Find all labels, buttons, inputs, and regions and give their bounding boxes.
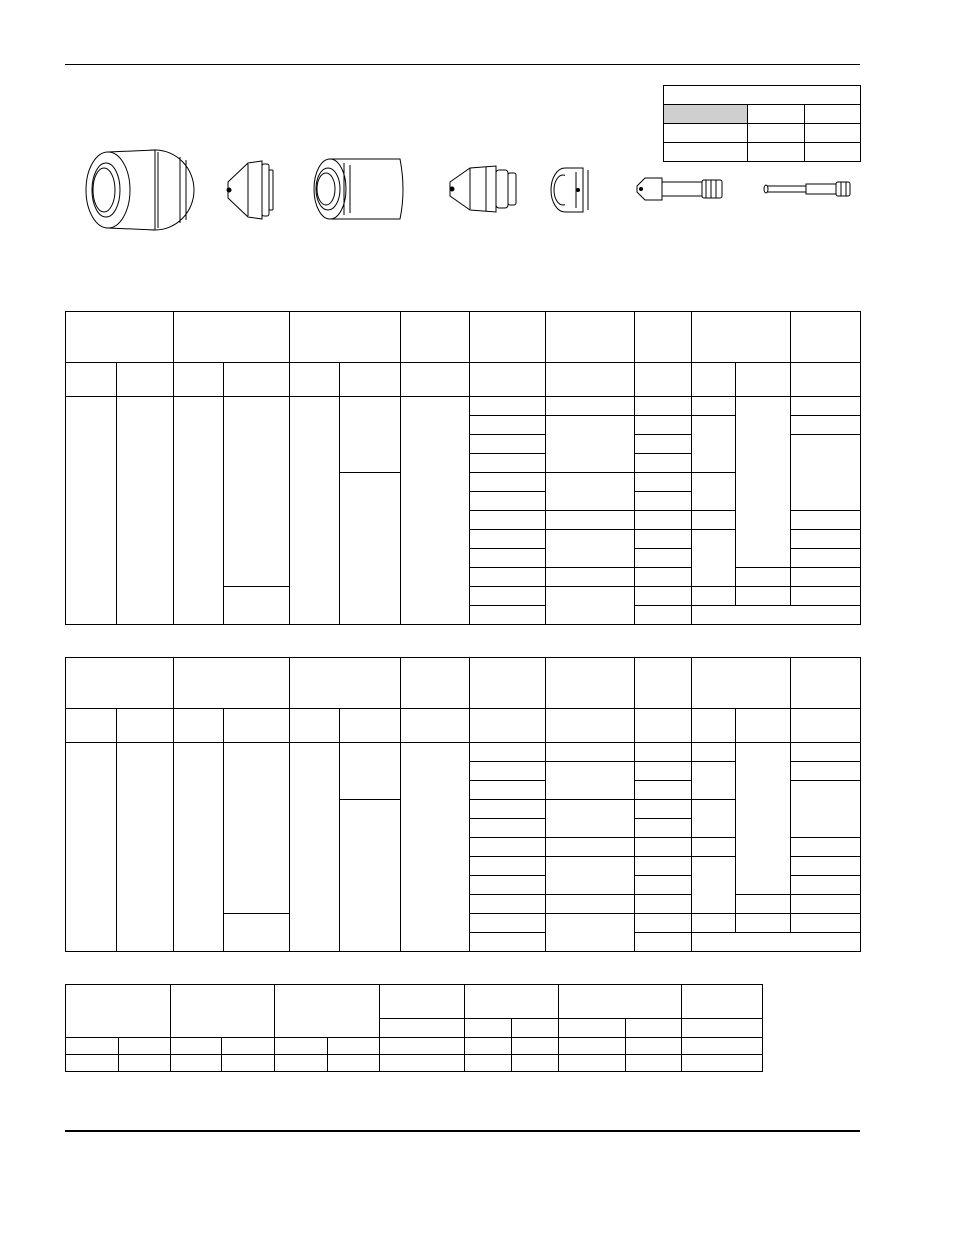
table-row [66,397,861,416]
table-row [66,743,861,762]
shield-icon [227,161,273,219]
settings-table [65,984,763,1072]
retaining-cap-icon [314,159,403,219]
consumables-table-2 [65,657,861,952]
swirl-ring-icon [551,168,588,212]
consumable-parts-illustration [0,0,954,300]
nozzle-icon [450,166,516,212]
shield-cap-icon [86,150,194,230]
water-tube-icon [764,182,850,196]
footer-rule [65,1130,860,1132]
electrode-icon [637,178,722,200]
consumables-table-1 [65,311,861,625]
table-row [66,1038,763,1055]
table-row [66,1055,763,1072]
